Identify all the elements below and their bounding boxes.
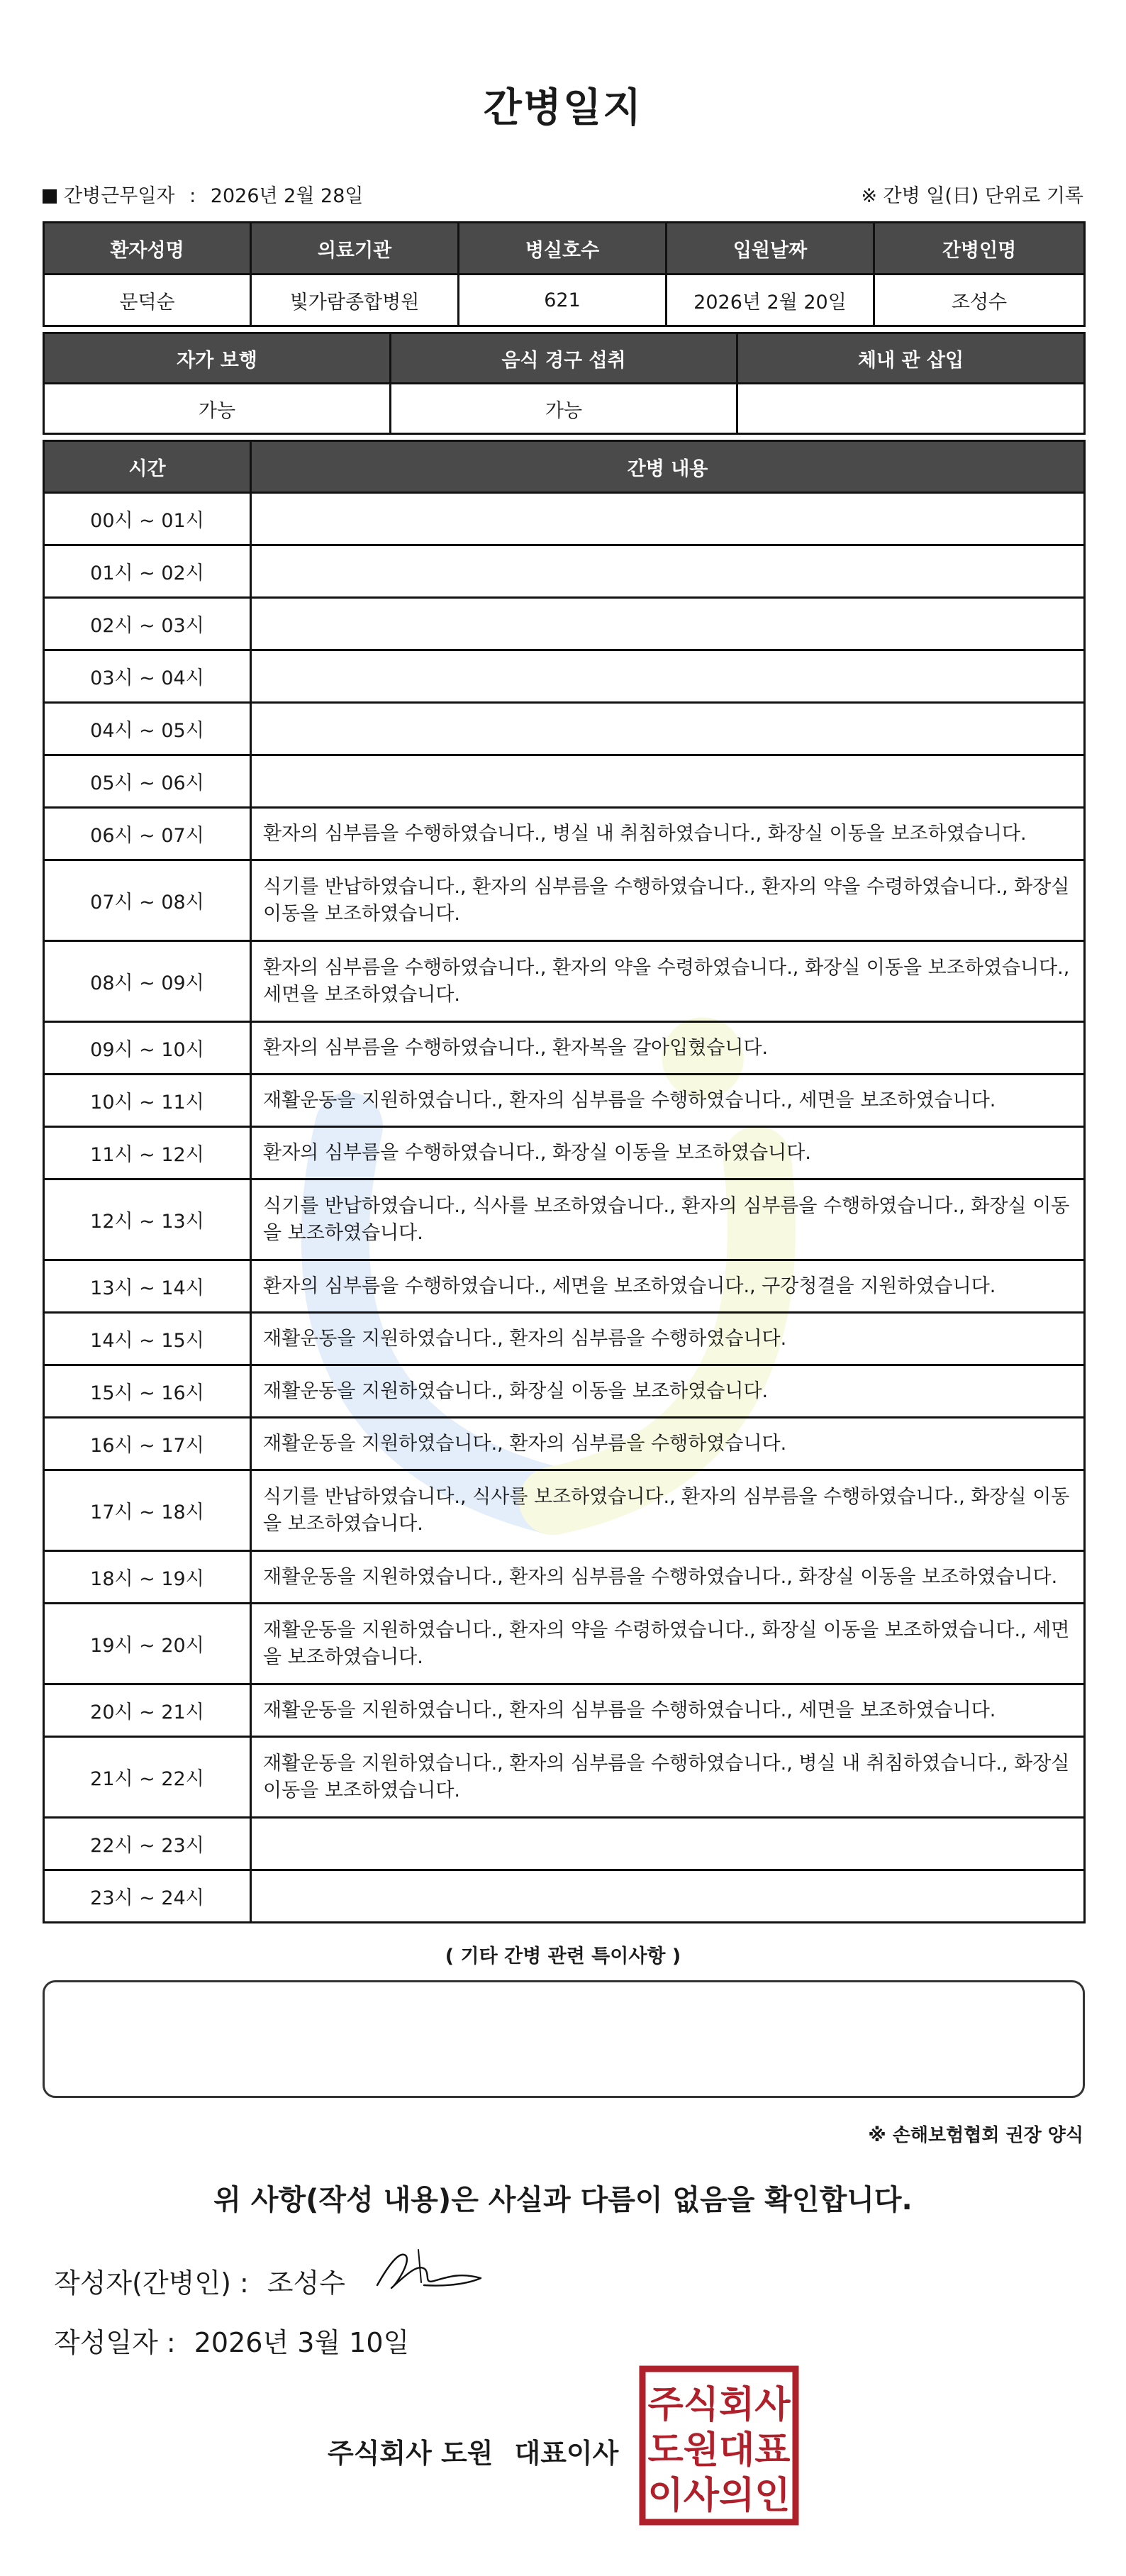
time-cell: 15시 ~ 16시 <box>44 1365 251 1418</box>
time-cell: 18시 ~ 19시 <box>44 1551 251 1604</box>
content-cell: 재활운동을 지원하였습니다., 환자의 심부름을 수행하였습니다. <box>251 1418 1085 1470</box>
time-cell: 12시 ~ 13시 <box>44 1179 251 1260</box>
content-cell <box>251 703 1085 755</box>
table-row <box>44 1075 1085 1127</box>
content-cell: 재활운동을 지원하였습니다., 환자의 심부름을 수행하였습니다., 병실 내 취침하였습니다., 화장실 이동을 보조하였습니다. <box>251 1737 1085 1818</box>
header-oral-intake: 음식 경구 섭취 <box>391 333 737 384</box>
table-row <box>44 1870 1085 1923</box>
time-cell: 16시 ~ 17시 <box>44 1418 251 1470</box>
time-cell: 17시 ~ 18시 <box>44 1470 251 1551</box>
admission-date: 2026년 2월 20일 <box>667 274 874 326</box>
hospital-name: 빛가람종합병원 <box>251 274 459 326</box>
content-cell <box>251 545 1085 598</box>
table-row <box>44 1604 1085 1684</box>
content-cell: 재활운동을 지원하였습니다., 환자의 심부름을 수행하였습니다., 세면을 보조하였습니다. <box>251 1684 1085 1737</box>
content-cell: 식기를 반납하였습니다., 식사를 보조하였습니다., 환자의 심부름을 수행하였습니다., 화장실 이동을 보조하였습니다. <box>251 1179 1085 1260</box>
table-row <box>44 545 1085 598</box>
table-row <box>44 1818 1085 1870</box>
walking-status: 가능 <box>44 384 391 434</box>
header-patient-name: 환자성명 <box>44 223 251 274</box>
time-cell: 03시 ~ 04시 <box>44 650 251 703</box>
duty-date-line <box>43 180 363 208</box>
document-title: 간병일지 <box>483 85 643 131</box>
square-bullet-icon <box>43 189 57 204</box>
content-cell: 환자의 심부름을 수행하였습니다., 병실 내 취침하였습니다., 화장실 이동을 보조하였습니다. <box>251 808 1085 860</box>
care-log-table <box>43 440 1086 1923</box>
content-cell <box>251 1818 1085 1870</box>
time-cell: 20시 ~ 21시 <box>44 1684 251 1737</box>
table-row <box>44 755 1085 808</box>
special-notes-box <box>43 1980 1085 2098</box>
write-date-value: 2026년 3월 10일 <box>194 2327 410 2358</box>
patient-info-table <box>43 221 1086 327</box>
writer-label: 작성자(간병인) : <box>54 2267 249 2299</box>
time-cell: 11시 ~ 12시 <box>44 1127 251 1179</box>
svg-text:주식회사: 주식회사 <box>647 2384 791 2426</box>
unit-note: ※ 간병 일(日) 단위로 기록 <box>861 185 1083 207</box>
content-cell: 환자의 심부름을 수행하였습니다., 화장실 이동을 보조하였습니다. <box>251 1127 1085 1179</box>
info-header-row <box>44 223 1085 274</box>
special-notes-label: ( 기타 간병 관련 특이사항 ) <box>445 1945 681 1967</box>
recommend-note: ※ 손해보험협회 권장 양식 <box>868 2125 1083 2146</box>
content-cell: 환자의 심부름을 수행하였습니다., 환자복을 갈아입혔습니다. <box>251 1022 1085 1075</box>
duty-date-label: 간병근무일자 <box>64 185 175 207</box>
content-cell: 식기를 반납하였습니다., 식사를 보조하였습니다., 환자의 심부름을 수행하였습니다., 화장실 이동을 보조하였습니다. <box>251 1470 1085 1551</box>
company-seal-stamp <box>638 2365 800 2526</box>
time-cell: 01시 ~ 02시 <box>44 545 251 598</box>
table-row <box>44 1022 1085 1075</box>
info-value-row <box>44 274 1085 326</box>
svg-text:도원대표: 도원대표 <box>647 2429 791 2472</box>
duty-date-sep: : <box>189 185 196 207</box>
duty-date-value: 2026년 2월 28일 <box>210 185 364 207</box>
tube-status <box>737 384 1085 434</box>
header-caregiver-name: 간병인명 <box>874 223 1085 274</box>
table-row <box>44 493 1085 545</box>
write-date-line <box>54 2321 409 2360</box>
header-hospital: 의료기관 <box>251 223 459 274</box>
table-row <box>44 1179 1085 1260</box>
time-cell: 08시 ~ 09시 <box>44 941 251 1022</box>
content-cell <box>251 755 1085 808</box>
content-cell <box>251 598 1085 650</box>
time-cell: 00시 ~ 01시 <box>44 493 251 545</box>
confirmation-statement: 위 사항(작성 내용)은 사실과 다름이 없음을 확인합니다. <box>213 2184 913 2216</box>
content-cell: 재활운동을 지원하였습니다., 환자의 심부름을 수행하였습니다. <box>251 1313 1085 1365</box>
writer-name: 조성수 <box>267 2267 345 2299</box>
company-name: 주식회사 도원 <box>328 2438 494 2469</box>
content-cell <box>251 650 1085 703</box>
table-row <box>44 1260 1085 1313</box>
status-header-row <box>44 333 1085 384</box>
content-cell: 환자의 심부름을 수행하였습니다., 환자의 약을 수령하였습니다., 화장실 이동을 보조하였습니다., 세면을 보조하였습니다. <box>251 941 1085 1022</box>
room-number: 621 <box>459 274 667 326</box>
table-row <box>44 1127 1085 1179</box>
table-row <box>44 650 1085 703</box>
status-value-row <box>44 384 1085 434</box>
time-cell: 09시 ~ 10시 <box>44 1022 251 1075</box>
table-row <box>44 598 1085 650</box>
table-row <box>44 703 1085 755</box>
company-representative: 대표이사 <box>514 2438 619 2469</box>
header-time: 시간 <box>44 441 251 493</box>
table-row <box>44 1418 1085 1470</box>
oral-intake-status: 가능 <box>391 384 737 434</box>
time-cell: 19시 ~ 20시 <box>44 1604 251 1684</box>
header-walking: 자가 보행 <box>44 333 391 384</box>
table-row <box>44 1684 1085 1737</box>
table-row <box>44 808 1085 860</box>
patient-name: 문덕순 <box>44 274 251 326</box>
table-row <box>44 860 1085 941</box>
content-cell: 식기를 반납하였습니다., 환자의 심부름을 수행하였습니다., 환자의 약을 수령하였습니다., 화장실 이동을 보조하였습니다. <box>251 860 1085 941</box>
content-cell <box>251 493 1085 545</box>
content-cell: 재활운동을 지원하였습니다., 화장실 이동을 보조하였습니다. <box>251 1365 1085 1418</box>
signature-image <box>369 2241 489 2305</box>
time-cell: 13시 ~ 14시 <box>44 1260 251 1313</box>
content-cell: 재활운동을 지원하였습니다., 환자의 심부름을 수행하였습니다., 세면을 보조하였습니다. <box>251 1075 1085 1127</box>
table-row <box>44 1551 1085 1604</box>
header-room: 병실호수 <box>459 223 667 274</box>
content-cell: 재활운동을 지원하였습니다., 환자의 심부름을 수행하였습니다., 화장실 이동을 보조하였습니다. <box>251 1551 1085 1604</box>
header-care-content: 간병 내용 <box>251 441 1085 493</box>
table-row <box>44 1737 1085 1818</box>
content-cell: 재활운동을 지원하였습니다., 환자의 약을 수령하였습니다., 화장실 이동을 보조하였습니다., 세면을 보조하였습니다. <box>251 1604 1085 1684</box>
time-cell: 06시 ~ 07시 <box>44 808 251 860</box>
table-row <box>44 1365 1085 1418</box>
content-cell: 환자의 심부름을 수행하였습니다., 세면을 보조하였습니다., 구강청결을 지원하였습니다. <box>251 1260 1085 1313</box>
writer-line <box>54 2261 345 2300</box>
header-tube: 체내 관 삽입 <box>737 333 1085 384</box>
caregiver-name: 조성수 <box>874 274 1085 326</box>
time-cell: 21시 ~ 22시 <box>44 1737 251 1818</box>
company-line <box>328 2431 618 2470</box>
table-row <box>44 1313 1085 1365</box>
log-header-row <box>44 441 1085 493</box>
svg-text:이사의인: 이사의인 <box>647 2475 791 2517</box>
header-admission-date: 입원날짜 <box>667 223 874 274</box>
time-cell: 22시 ~ 23시 <box>44 1818 251 1870</box>
time-cell: 14시 ~ 15시 <box>44 1313 251 1365</box>
table-row <box>44 941 1085 1022</box>
write-date-label: 작성일자 : <box>54 2327 176 2358</box>
content-cell <box>251 1870 1085 1923</box>
table-row <box>44 1470 1085 1551</box>
time-cell: 05시 ~ 06시 <box>44 755 251 808</box>
time-cell: 10시 ~ 11시 <box>44 1075 251 1127</box>
time-cell: 07시 ~ 08시 <box>44 860 251 941</box>
time-cell: 02시 ~ 03시 <box>44 598 251 650</box>
time-cell: 04시 ~ 05시 <box>44 703 251 755</box>
time-cell: 23시 ~ 24시 <box>44 1870 251 1923</box>
patient-status-table <box>43 332 1086 435</box>
